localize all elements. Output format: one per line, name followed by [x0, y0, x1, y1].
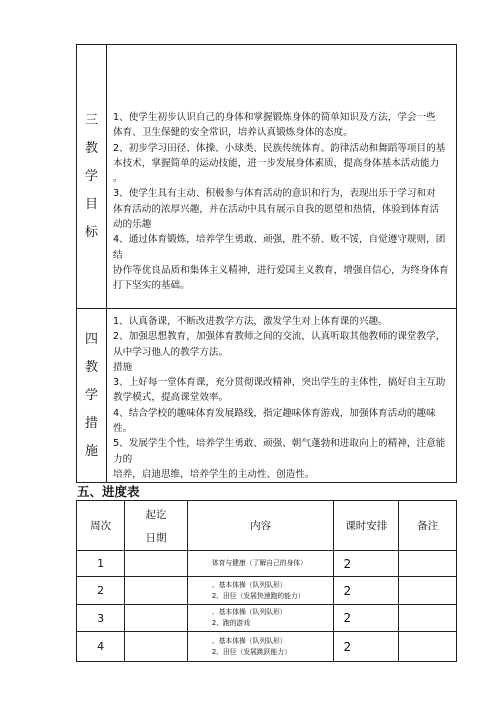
hours-cell: 2	[334, 632, 399, 662]
content-line: 、基本体操（队列队形）	[211, 608, 287, 616]
week-header: 周次	[77, 501, 125, 551]
progress-header-row	[77, 501, 457, 551]
hours-cell: 2	[334, 577, 399, 605]
objectives-content	[107, 45, 457, 309]
table-row	[77, 632, 457, 662]
table-row	[77, 605, 457, 632]
objective-line: 体育、卫生保健的安全常识，培养认真锻炼身体的态度。	[113, 127, 353, 139]
content-line: 、基本体操（队列队形）	[211, 580, 287, 589]
objective-line: 体育活动的浓厚兴趣，并在活动中具有展示自我的愿望和热情，体验到体育活	[113, 203, 440, 215]
date-cell	[125, 632, 188, 662]
content-header: 内容	[187, 501, 334, 551]
note-cell	[399, 577, 457, 605]
objective-line: 3、使学生具有主动、积极参与体育活动的意识和行为，表现出乐于学习和对	[113, 188, 436, 200]
measure-line: 2、加强思想教育，加强体育教师之间的交流，认真听取其他教师的课堂教学，	[113, 331, 446, 343]
label-char: 学	[84, 387, 98, 403]
content-cell	[187, 632, 334, 662]
measure-line: 从中学习他人的教学方法。	[113, 346, 229, 358]
label-char: 施	[84, 443, 98, 459]
week-cell: 1	[77, 551, 125, 577]
objective-line: 1、使学生初步认识自己的身体和掌握锻炼身体的简单知识及方法，学会一些	[113, 112, 436, 123]
measure-line: 5、发展学生个性，培养学生勇敢、顽强、朝气蓬勃和进取向上的精神，注意能力的	[113, 438, 446, 465]
date-header-line: 日期	[145, 531, 167, 544]
label-char: 三	[84, 112, 98, 128]
objectives-row	[77, 45, 457, 309]
content-cell	[187, 551, 334, 577]
note-cell	[399, 605, 457, 632]
date-cell	[125, 605, 188, 632]
content-line: 2、跑的游戏	[211, 619, 251, 627]
note-cell	[399, 551, 457, 577]
note-cell	[399, 632, 457, 662]
objective-line: 。	[113, 173, 123, 185]
objective-line: 2、初步学习田径、体操、小球类、民族传统体育、韵律活动和舞蹈等项目的基	[113, 142, 446, 154]
table-row	[77, 551, 457, 577]
content-cell	[187, 577, 334, 605]
date-cell	[125, 551, 188, 577]
label-char: 教	[84, 359, 98, 375]
content-line: 2、田径（发展快速跑的能力）	[211, 591, 305, 600]
content-cell	[187, 605, 334, 632]
measures-content	[107, 309, 457, 483]
objective-line: 打下坚实的基础。	[113, 280, 190, 292]
measure-line: 1、认真备课，不断改进教学方法，激发学生对上体育课的兴趣。	[113, 316, 388, 327]
objective-line: 动的乐趣	[113, 219, 152, 231]
note-header: 备注	[399, 501, 457, 551]
progress-table	[76, 500, 457, 662]
label-char: 教	[84, 140, 98, 156]
table-row	[77, 577, 457, 605]
label-char: 措	[84, 415, 98, 431]
hours-cell: 2	[334, 605, 399, 632]
objectives-label	[77, 45, 107, 309]
content-line: 、基本体操（队列队形）	[211, 636, 287, 645]
label-char: 学	[84, 168, 98, 184]
label-char: 标	[84, 224, 98, 240]
measure-line: 4、结合学校的趣味体育发展路线，指定趣味体育游戏，加强体育活动的趣味	[113, 407, 436, 419]
plan-table	[76, 44, 457, 483]
content-line: 2、田径（发展跳跃能力）	[211, 647, 291, 656]
measures-row	[77, 309, 457, 483]
hours-cell: 2	[334, 551, 399, 577]
date-cell	[125, 577, 188, 605]
week-cell: 3	[77, 605, 125, 632]
objective-line: 4、通过体育锻炼，培养学生勇敢、顽强，胜不骄、败不馁，自觉遵守规则，团结	[113, 234, 446, 261]
date-header-line: 起讫	[145, 508, 167, 521]
objective-line: 协作等优良品质和集体主义精神，进行爱国主义教育，增强自信心，为终身体育	[113, 264, 449, 276]
label-char: 目	[84, 196, 98, 212]
content-line: 体育与健康（了解自己的身体）	[211, 559, 307, 567]
measure-line: 措施	[113, 361, 133, 373]
measure-line: 教学模式，提高课堂效率。	[113, 392, 229, 404]
date-header	[125, 501, 188, 551]
progress-heading: 五、进度表	[77, 484, 140, 499]
hours-header: 课时安排	[334, 501, 399, 551]
measures-label	[77, 309, 107, 483]
objective-line: 本技术，掌握简单的运动技能，进一步发展身体素质，提高身体基本活动能力	[113, 157, 440, 169]
measure-line: 培养，启迪思维，培养学生的主动性、创造性。	[113, 468, 315, 480]
week-cell: 2	[77, 577, 125, 605]
week-cell: 4	[77, 632, 125, 662]
label-char: 四	[84, 331, 98, 347]
measure-line: 性。	[113, 423, 133, 435]
measure-line: 3、上好每一堂体育课，充分贯彻课改精神，突出学生的主体性，搞好自主互助	[113, 377, 446, 389]
